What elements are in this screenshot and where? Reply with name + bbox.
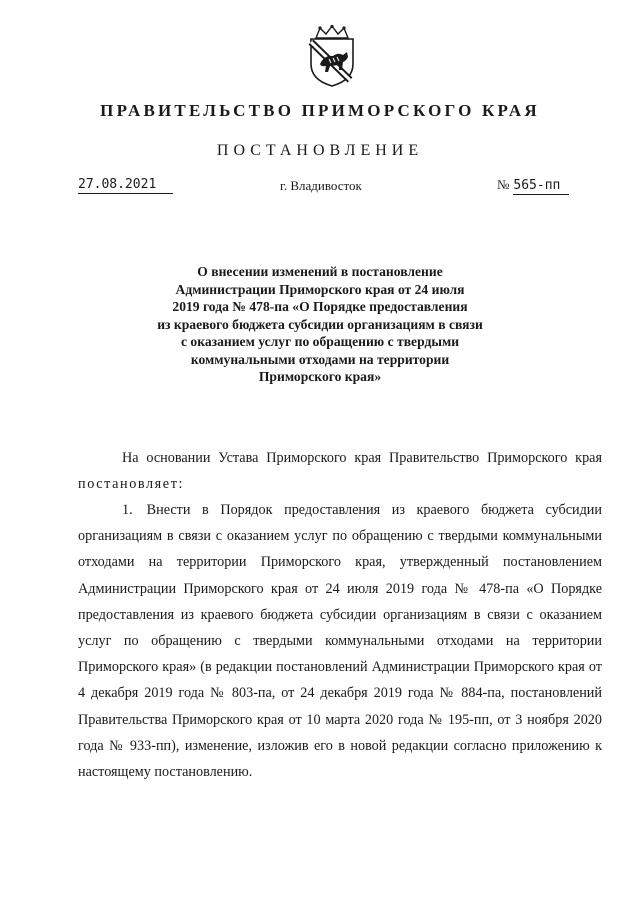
subject-line: Администрации Приморского края от 24 июля <box>175 281 465 297</box>
subject-line: 2019 года № 478-па «О Порядке предоставления <box>172 299 468 314</box>
subject-line: коммунальными отходами на территории <box>190 351 450 367</box>
item-1-text: Внести в Порядок предоставления из краевого бюджета субсидии организациям в связи с оказанием услуг по обращению с твердыми коммунальными отходами на территории Приморского края, утвержденный постановлением Администрации Приморского края от 24 июля 2019 года № 478-па «О Порядке предоставления из краевого бюджета субсидии организациям в связи с оказанием услуг по обращению с твердыми коммунальными отходами на территории Приморского края» (в редакции постановлений Администрации Приморского края от 4 декабря 2019 года № 803-па, от 24 декабря 2019 года № 884-па, постановлений Правительства Приморского края от 10 марта 2020 года № 195-пп, от 3 ноября 2020 года № 933-пп), изменение, изложив его в новой редакции согласно приложению к настоящему постановлению. <box>78 502 602 781</box>
primorsky-krai-coat-of-arms-icon <box>306 24 358 88</box>
item-1-paragraph <box>78 497 602 785</box>
number-value: 565-пп <box>513 178 569 195</box>
document-subject <box>120 263 520 386</box>
document-city: г. Владивосток <box>280 178 362 193</box>
document-meta-row <box>0 177 640 199</box>
subject-line: с оказанием услуг по обращению с твердыми <box>180 334 460 349</box>
document-type-title: ПОСТАНОВЛЕНИЕ <box>216 142 424 159</box>
document-number <box>497 177 569 195</box>
preamble-paragraph <box>78 445 602 497</box>
number-sign: № <box>497 177 510 192</box>
subject-line: Приморского края» <box>258 369 382 384</box>
preamble-text: На основании Устава Приморского края Правительство Приморского края <box>122 450 602 466</box>
subject-line: О внесении изменений в постановление <box>197 264 443 279</box>
item-1-number: 1. <box>122 502 133 518</box>
preamble-action: постановляет: <box>78 476 185 493</box>
government-title: ПРАВИТЕЛЬСТВО ПРИМОРСКОГО КРАЯ <box>100 101 540 120</box>
subject-line: из краевого бюджета субсидии организациям в связи <box>157 316 483 332</box>
document-date: 27.08.2021 <box>78 177 173 194</box>
